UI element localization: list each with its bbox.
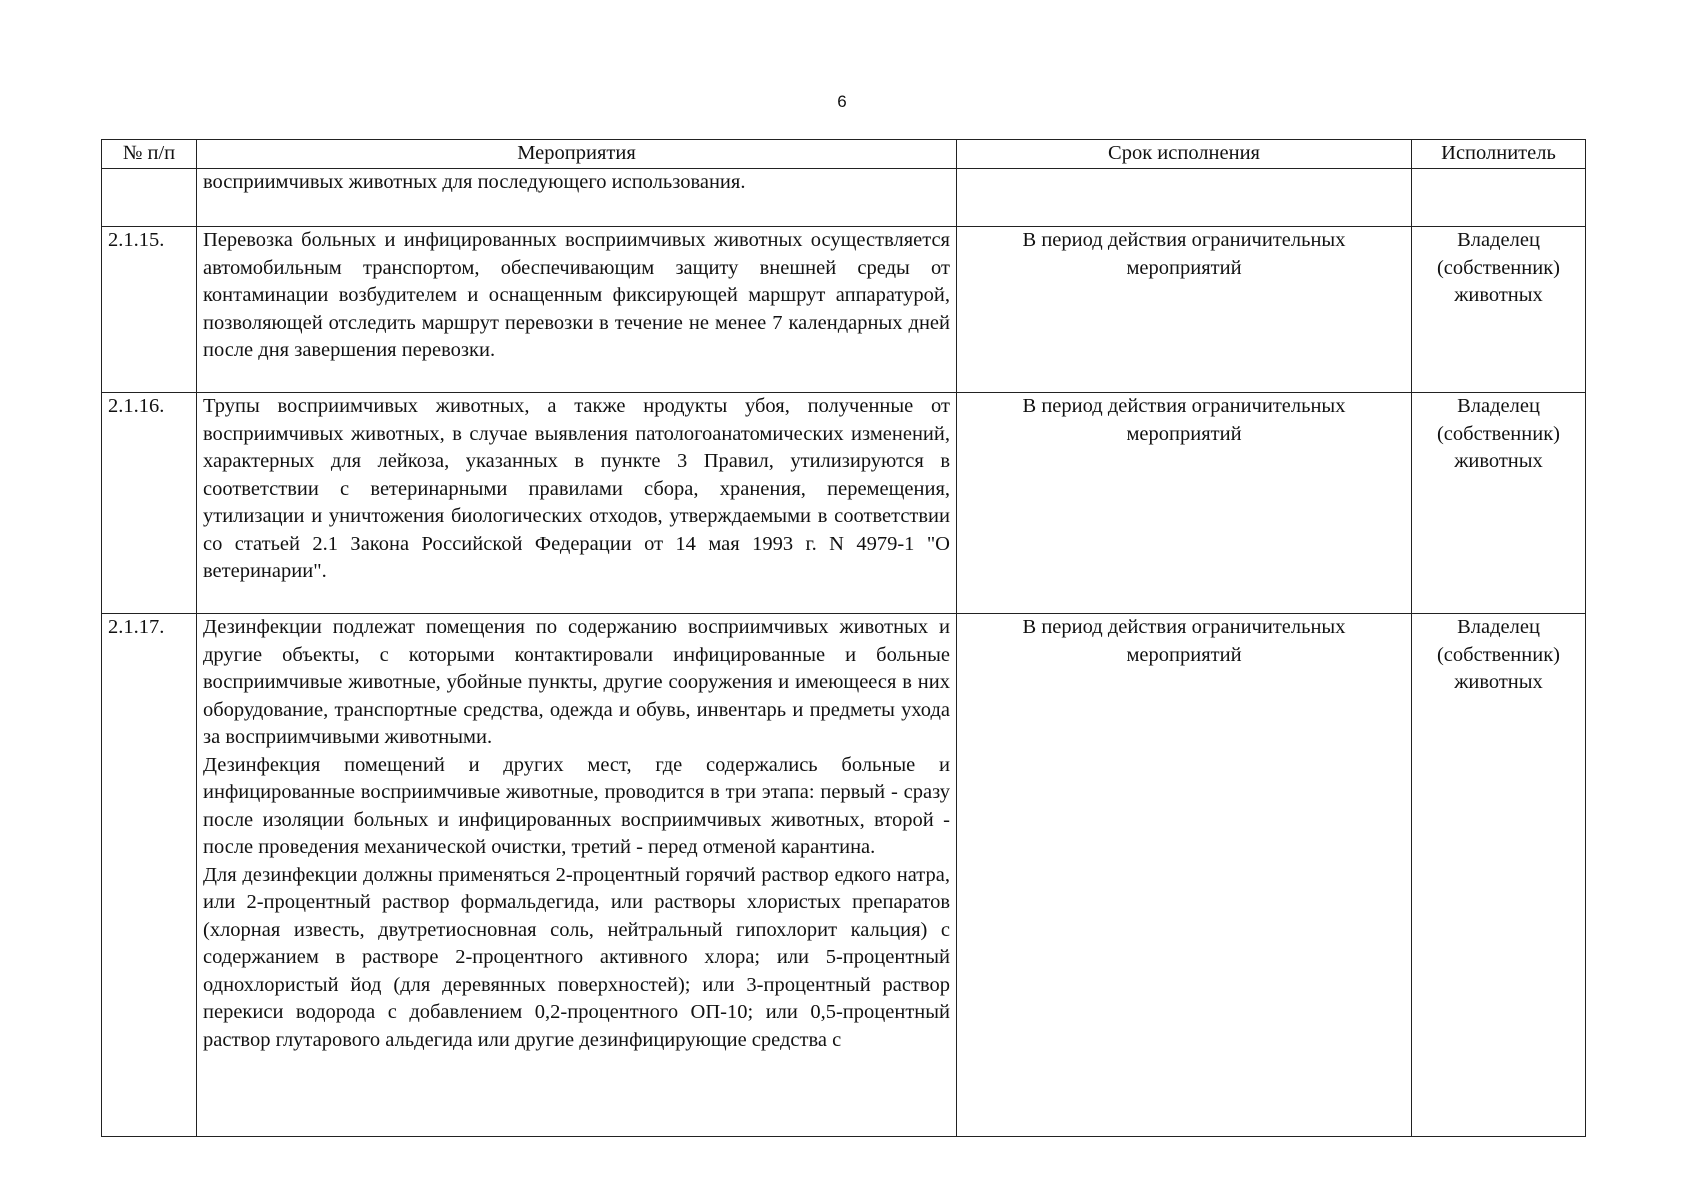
activity-paragraph: восприимчивых животных для последующего использования. (203, 171, 746, 193)
table-row (102, 393, 1586, 614)
row-number: 2.1.15. (102, 227, 197, 393)
activity-paragraph: Дезинфекции подлежат помещения по содержанию восприимчивых животных и другие объекты, с которыми контактировали инфицированные и больные восприимчивые животные, убойные пункты, другие сооружения и имеющееся в них оборудование, транспортные средства, одежда и обувь, инвентарь и предметы ухода за восприимчивыми животными. (203, 616, 950, 748)
row-activity (197, 169, 957, 227)
activity-paragraph: Дезинфекция помещений и других мест, где содержались больные и инфицированные восприимчивые животные, проводится в три этапа: первый - сразу после изоляции больных и инфицированных восприимчивых животных, второй - после проведения механической очистки, третий - перед отменой карантина. (203, 753, 950, 858)
row-term (957, 169, 1412, 227)
row-number: 2.1.16. (102, 393, 197, 614)
table-header-row (102, 140, 1586, 169)
header-executor: Исполнитель (1412, 140, 1586, 169)
row-number (102, 169, 197, 227)
activity-paragraph: Для дезинфекции должны применяться 2-процентный горячий раствор едкого натра, или 2-процентный раствор формальдегида, или растворы хлористых препаратов (хлорная известь, двутретиосновная соль, нейтральный гипохлорит кальция) с содержанием в растворе 2-процентного активного хлора; или 5-процентный однохлористый йод (для деревянных поверхностей); или 3-процентный раствор перекиси водорода с добавлением 0,2-процентного ОП-10; или 0,5-процентный раствор глутарового альдегида или другие дезинфицирующие средства с (203, 863, 950, 1051)
table-row (102, 614, 1586, 1137)
table-row (102, 227, 1586, 393)
row-executor: Владелец (собственник) животных (1412, 227, 1586, 393)
row-term: В период действия ограничительных мероприятий (957, 614, 1412, 1137)
row-executor (1412, 169, 1586, 227)
row-activity (197, 393, 957, 614)
row-executor: Владелец (собственник) животных (1412, 393, 1586, 614)
row-term: В период действия ограничительных мероприятий (957, 227, 1412, 393)
row-executor: Владелец (собственник) животных (1412, 614, 1586, 1137)
activity-paragraph: Перевозка больных и инфицированных восприимчивых животных осуществляется автомобильным транспортом, обеспечивающим защиту внешней среды от контаминации возбудителем и оснащенным фиксирующей маршрут аппаратурой, позволяющей отследить маршрут перевозки в течение не менее 7 календарных дней после дня завершения перевозки. (203, 229, 950, 361)
header-activity: Мероприятия (197, 140, 957, 169)
page-number: 6 (837, 92, 847, 111)
header-term: Срок исполнения (957, 140, 1412, 169)
header-num: № п/п (102, 140, 197, 169)
activity-paragraph: Трупы восприимчивых животных, а также нродукты убоя, полученные от восприимчивых животных, в случае выявления патологоанатомических изменений, характерных для лейкоза, указанных в пункте 3 Правил, утилизируются в соответствии с ветеринарными правилами сбора, хранения, перемещения, утилизации и уничтожения биологических отходов, утверждаемыми в соответствии со статьей 2.1 Закона Российской Федерации от 14 мая 1993 г. N 4979-1 "О ветеринарии". (203, 395, 950, 582)
row-activity (197, 614, 957, 1137)
measures-table (101, 139, 1586, 1137)
row-term: В период действия ограничительных мероприятий (957, 393, 1412, 614)
row-activity (197, 227, 957, 393)
row-number: 2.1.17. (102, 614, 197, 1137)
table-row (102, 169, 1586, 227)
